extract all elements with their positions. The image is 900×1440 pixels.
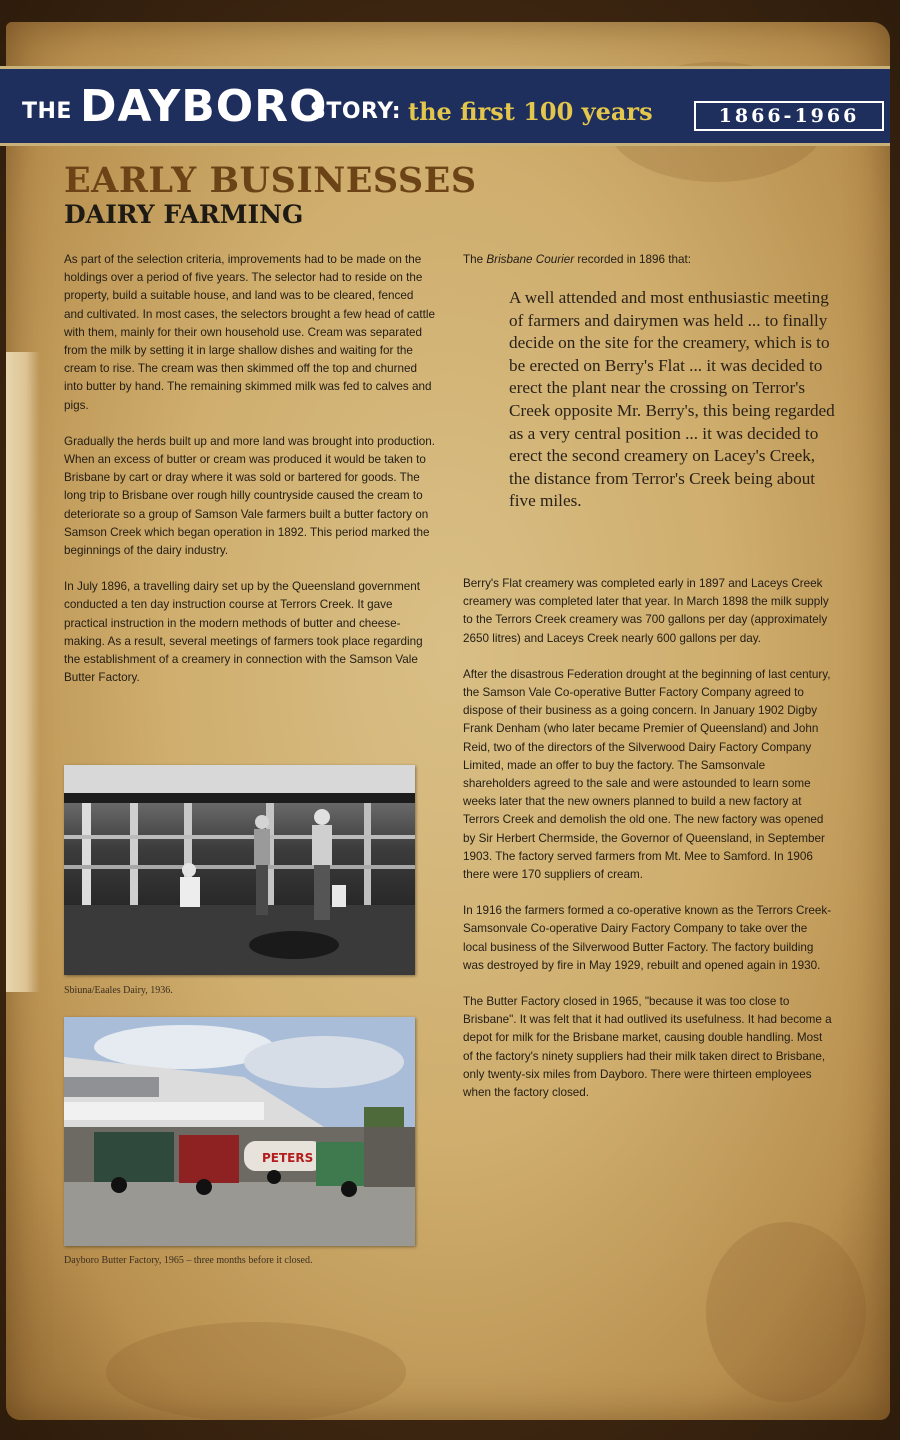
photo-caption: Dayboro Butter Factory, 1965 – three months before it closed. [64, 1255, 313, 1266]
paragraph: In July 1896, a travelling dairy set up by the Queensland government conducted a ten day instruction course at Terrors Creek. It gave practical instruction in the modern methods of butter and cheese-making. As a result, several meetings of farmers took place regarding the establishment of a creamery in connection with the Samson Vale Butter Factory. [64, 580, 423, 685]
intro-text: The [463, 253, 487, 266]
banner-years-box: 1866-1966 [694, 101, 884, 131]
paragraph: The Butter Factory closed in 1965, "because it was too close to Brisbane". It was felt that it had outlived its usefulness. It had become a depot for milk for the Brisbane market, causing double handling. Most of the factory's ninety suppliers had their milk taken direct to Brisbane, only twenty-six miles from Dayboro. There were thirteen employees when the factory closed. [463, 995, 832, 1100]
banner-dayboro: DAYBORO [80, 81, 328, 132]
paragraph: As part of the selection criteria, improvements had to be made on the holdings over a period of five years. The selector had to reside on the property, build a suitable house, and land was to be cleared, fenced and cultivated. In most cases, the selectors brought a few head of cattle with them, mainly for their own household use. Cream was separated from the milk by setting it in large shallow dishes and waiting for the cream to rise. The cream was then skimmed off the top and churned into butter by hand. The remaining skimmed milk was fed to calves and pigs. [64, 253, 435, 412]
block-quote: A well attended and most enthusiastic meeting of farmers and dairymen was held ... to finally decide on the site for the creamery, which is to be erected on Berry's Flat ... it was decided to erect the plant near the crossing on Terror's Creek opposite Mr. Berry's, this being regarded as a very central position ... it was decided to erect the second creamery on Lacey's Creek, the distance from Terror's Creek being about five miles. [509, 288, 835, 511]
paragraph: Berry's Flat creamery was completed early in 1897 and Laceys Creek creamery was completed later that year. In March 1898 the milk supply to the Terrors Creek creamery was 700 gallons per day (approximately 2650 litres) and Laceys Creek nearly 600 gallons per day. [463, 577, 829, 645]
banner-the: THE [22, 99, 72, 124]
banner-tagline: the first 100 years [408, 97, 653, 126]
dairy-photo [64, 765, 415, 975]
paragraph: In 1916 the farmers formed a co-operative known as the Terrors Creek-Samsonvale Co-operative Dairy Factory Company to take over the local business of the Silverwood Butter Factory. The factory building was destroyed by fire in May 1929, rebuilt and opened again in 1930. [463, 904, 832, 972]
photo-caption: Sbiuna/Eaales Dairy, 1936. [64, 985, 173, 996]
section-heading: EARLY BUSINESSES [64, 160, 477, 201]
right-column [463, 575, 833, 1120]
butter-factory-photo [64, 1017, 415, 1246]
intro-text: recorded in 1896 that: [574, 253, 692, 266]
factory-trucks-illustration [64, 1017, 415, 1246]
banner-story: STORY: [310, 99, 402, 124]
dairy-shed-illustration [64, 765, 415, 975]
torn-paper-edge [6, 352, 40, 992]
newspaper-name: Brisbane Courier [486, 253, 575, 266]
truck-logo: PETERS [262, 1151, 314, 1165]
paper-stain [706, 1222, 866, 1402]
title-banner [0, 66, 890, 146]
left-column [64, 251, 436, 705]
paragraph: Gradually the herds built up and more land was brought into production. When an excess of butter or cream was produced it would be taken to Brisbane by cart or dray where it was sold or bartered for goods. The long trip to Brisbane over rough hilly countryside caused the cream to deteriorate so a group of Samson Vale farmers built a butter factory on Samson Creek which began operation in 1892. This period marked the beginnings of the dairy industry. [64, 434, 435, 558]
paper-stain [106, 1322, 406, 1420]
paragraph: After the disastrous Federation drought at the beginning of last century, the Samson Vale Co-operative Butter Factory Company agreed to dispose of their business as a going concern. In January 1902 Digby Frank Denham (who later became Premier of Queensland) and John Reid, two of the directors of the Silverwood Dairy Factory Company Limited, made an offer to buy the factory. The Samsonvale shareholders agreed to the sale and were astounded to learn some weeks later that the new owners planned to build a new factory at Terrors Creek and demolish the old one. The new factory was opened by Sir Herbert Chermside, the Governor of Queensland, in September 1903. The factory served farmers from Mt. Mee to Samford. In 1906 there were 170 suppliers of cream. [463, 667, 831, 882]
section-subheading: DAIRY FARMING [64, 200, 304, 229]
quote-intro [463, 251, 835, 269]
